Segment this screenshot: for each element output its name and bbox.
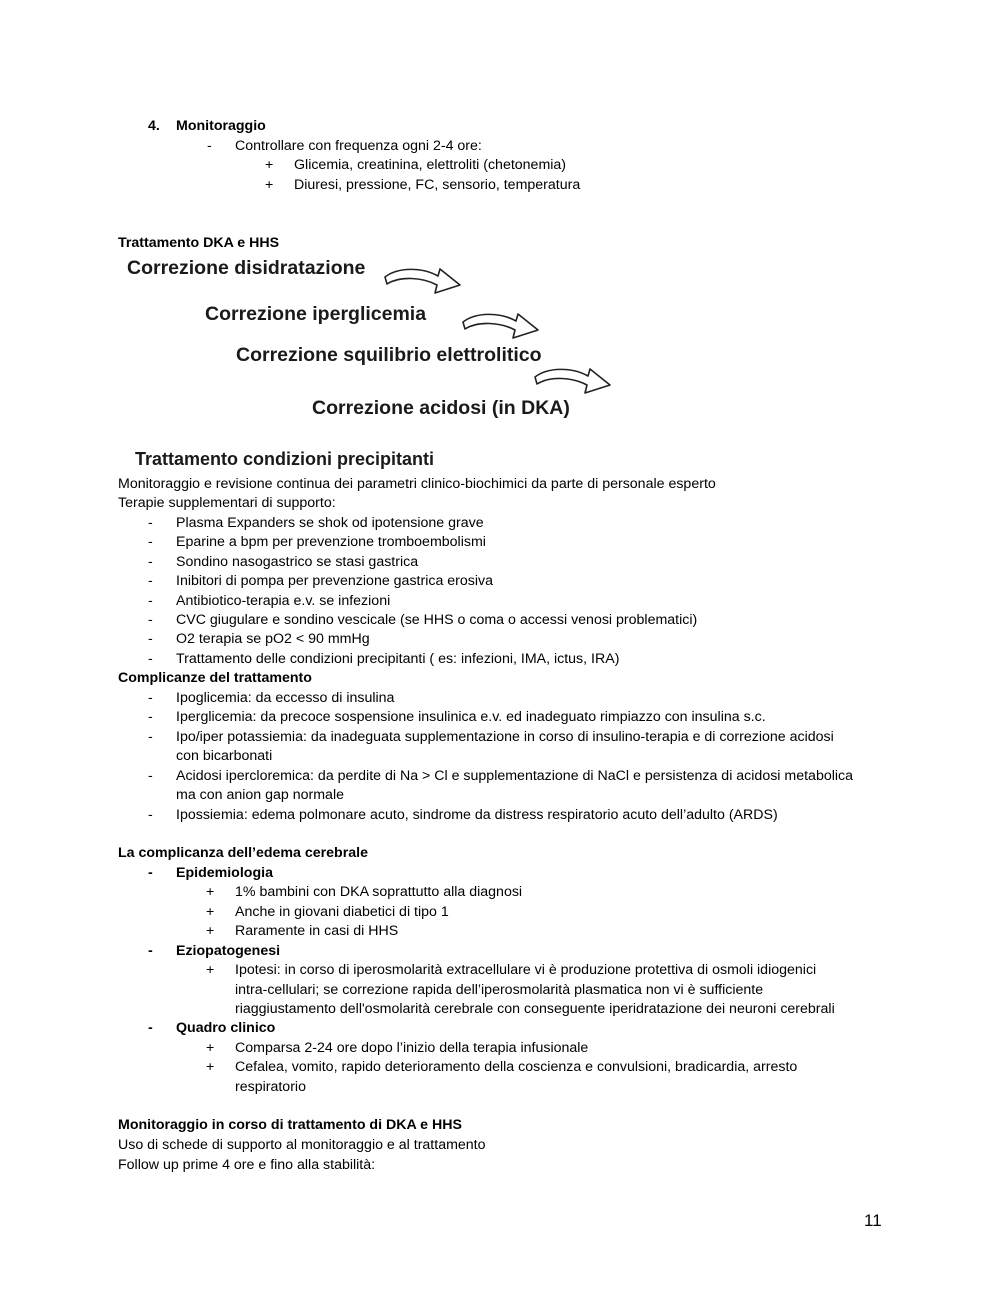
list-item: Trattamento delle condizioni precipitanti ( es: infezioni, IMA, ictus, IRA) [176, 651, 620, 667]
list-dash: - [148, 573, 153, 589]
list-plus: + [206, 962, 215, 978]
list-item: Diuresi, pressione, FC, sensorio, temperatura [294, 177, 581, 193]
list-plus: + [206, 1040, 215, 1056]
list-plus: + [206, 884, 215, 900]
section-title: Monitoraggio [176, 118, 266, 134]
flow-step: Correzione acidosi (in DKA) [312, 397, 570, 419]
list-item-continuation: intra-cellulari; se correzione rapida dell’iperosmolarità plasmatica non vi è sufficiente [235, 982, 764, 998]
list-dash: - [148, 534, 153, 550]
section-number: 4. [148, 118, 160, 134]
flow-step: Correzione disidratazione [127, 257, 366, 279]
list-item: Controllare con frequenza ogni 2-4 ore: [235, 138, 482, 154]
list-item: Ipossiemia: edema polmonare acuto, sindrome da distress respiratorio acuto dell’adulto (ARDS) [176, 807, 778, 823]
flow-step: Correzione squilibrio elettrolitico [236, 344, 542, 366]
paragraph: Monitoraggio e revisione continua dei parametri clinico-biochimici da parte di personale esperto [118, 476, 716, 492]
list-dash: - [148, 709, 153, 725]
list-dash: - [148, 768, 153, 784]
list-plus: + [265, 157, 274, 173]
list-item: Iperglicemia: da precoce sospensione insulinica e.v. ed inadeguato rimpiazzo con insulina s.c. [176, 709, 766, 725]
list-item: Plasma Expanders se shok od ipotensione grave [176, 515, 484, 531]
list-item: Ipoglicemia: da eccesso di insulina [176, 690, 395, 706]
page-number: 11 [864, 1211, 882, 1230]
list-dash: - [207, 138, 212, 154]
list-item: Cefalea, vomito, rapido deterioramento della coscienza e convulsioni, bradicardia, arresto [235, 1059, 798, 1075]
subsection-title: Epidemiologia [176, 865, 273, 881]
list-dash: - [148, 1020, 153, 1036]
list-dash: - [148, 865, 153, 881]
list-item-continuation: ma con anion gap normale [176, 787, 344, 803]
list-dash: - [148, 943, 153, 959]
list-dash: - [148, 515, 153, 531]
list-item: Antibiotico-terapia e.v. se infezioni [176, 593, 391, 609]
list-dash: - [148, 631, 153, 647]
list-dash: - [148, 554, 153, 570]
list-plus: + [206, 904, 215, 920]
list-item: Anche in giovani diabetici di tipo 1 [235, 904, 449, 920]
list-item: Ipo/iper potassiemia: da inadeguata supplementazione in corso di insulino-terapia e di correzione acidosi [176, 729, 834, 745]
list-item: Acidosi ipercloremica: da perdite di Na > Cl e supplementazione di NaCl e persistenza di acidosi metabolica [176, 768, 854, 784]
section-heading: La complicanza dell’edema cerebrale [118, 845, 368, 861]
section-heading: Trattamento DKA e HHS [118, 235, 280, 251]
section-heading: Complicanze del trattamento [118, 670, 312, 686]
paragraph: Terapie supplementari di supporto: [118, 495, 336, 511]
flow-subheading: Trattamento condizioni precipitanti [135, 449, 435, 469]
curved-arrow-icon [460, 309, 542, 341]
list-item: CVC giugulare e sondino vescicale (se HHS o coma o accessi venosi problematici) [176, 612, 698, 628]
list-item: Inibitori di pompa per prevenzione gastrica erosiva [176, 573, 494, 589]
subsection-title: Quadro clinico [176, 1020, 276, 1036]
list-item: Ipotesi: in corso di iperosmolarità extracellulare vi è produzione protettiva di osmoli idiogenici [235, 962, 817, 978]
paragraph: Uso di schede di supporto al monitoraggio e al trattamento [118, 1137, 486, 1153]
list-item-continuation: con bicarbonati [176, 748, 273, 764]
paragraph: Follow up prime 4 ore e fino alla stabilità: [118, 1157, 376, 1173]
list-plus: + [206, 923, 215, 939]
list-dash: - [148, 593, 153, 609]
list-item: 1% bambini con DKA soprattutto alla diagnosi [235, 884, 523, 900]
list-dash: - [148, 729, 153, 745]
list-dash: - [148, 807, 153, 823]
list-item: O2 terapia se pO2 < 90 mmHg [176, 631, 370, 647]
list-dash: - [148, 690, 153, 706]
curved-arrow-icon [382, 264, 464, 296]
list-dash: - [148, 612, 153, 628]
list-item: Comparsa 2-24 ore dopo l’inizio della terapia infusionale [235, 1040, 589, 1056]
curved-arrow-icon [532, 364, 614, 396]
list-item: Glicemia, creatinina, elettroliti (chetonemia) [294, 157, 567, 173]
list-item: Eparine a bpm per prevenzione tromboembolismi [176, 534, 486, 550]
section-heading: Monitoraggio in corso di trattamento di DKA e HHS [118, 1117, 462, 1133]
list-item-continuation: respiratorio [235, 1079, 306, 1095]
subsection-title: Eziopatogenesi [176, 943, 281, 959]
list-dash: - [148, 651, 153, 667]
flow-step: Correzione iperglicemia [205, 303, 427, 325]
list-item-continuation: riaggiustamento dell'osmolarità cerebrale con conseguente iperidratazione dei neuroni cerebrali [235, 1001, 835, 1017]
list-item: Sondino nasogastrico se stasi gastrica [176, 554, 419, 570]
list-item: Raramente in casi di HHS [235, 923, 399, 939]
list-plus: + [206, 1059, 215, 1075]
list-plus: + [265, 177, 274, 193]
